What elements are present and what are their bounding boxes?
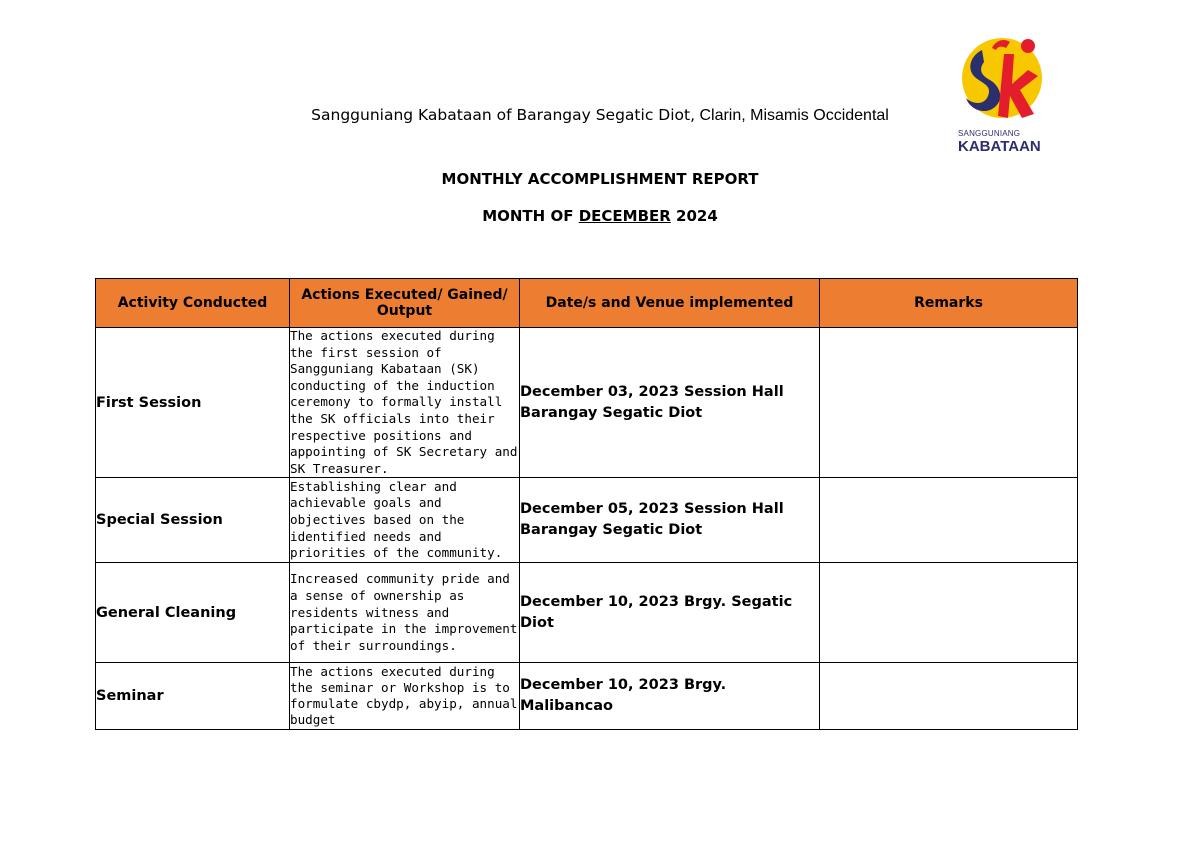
- activity-cell: Special Session: [96, 478, 290, 563]
- table-row: [96, 663, 1078, 730]
- date-venue-cell: December 05, 2023 Session Hall Barangay Segatic Diot: [520, 478, 820, 563]
- actions-cell: Establishing clear and achievable goals and objectives based on the identified needs and priorities of the community.: [290, 478, 520, 563]
- actions-cell: The actions executed during the first session of Sangguniang Kabataan (SK) conducting of the induction ceremony to formally install the SK officials into their respective positions and appointing of SK Secretary and SK Treasurer.: [290, 328, 520, 478]
- activity-cell: Seminar: [96, 663, 290, 730]
- column-header-actions: Actions Executed/ Gained/ Output: [290, 279, 520, 328]
- table-header-row: [96, 279, 1078, 328]
- activity-cell: First Session: [96, 328, 290, 478]
- remarks-cell: [820, 328, 1078, 478]
- logo-text-sangguniang: SANGGUNIANG: [958, 129, 1021, 138]
- table-row: [96, 478, 1078, 563]
- table-row: [96, 563, 1078, 663]
- actions-cell: The actions executed during the seminar or Workshop is to formulate cbydp, abyip, annual budget: [290, 663, 520, 730]
- month-prefix: MONTH OF: [482, 207, 574, 225]
- date-venue-cell: December 10, 2023 Brgy. Malibancao: [520, 663, 820, 730]
- actions-cell: Increased community pride and a sense of ownership as residents witness and participate in the improvement of their surroundings.: [290, 563, 520, 663]
- report-month: [0, 207, 1200, 225]
- column-header-activity: Activity Conducted: [96, 279, 290, 328]
- accomplishment-table: [95, 278, 1078, 730]
- date-venue-cell: December 10, 2023 Brgy. Segatic Diot: [520, 563, 820, 663]
- activity-cell: General Cleaning: [96, 563, 290, 663]
- logo-text-kabataan: KABATAAN: [958, 138, 1041, 155]
- month-name: DECEMBER: [578, 207, 671, 225]
- table-row: [96, 328, 1078, 478]
- organization-name: Sangguniang Kabataan of Barangay Segatic Diot,: [311, 106, 695, 124]
- logo-head: [1021, 39, 1035, 53]
- column-header-remarks: Remarks: [820, 279, 1078, 328]
- column-header-date-venue: Date/s and Venue implemented: [520, 279, 820, 328]
- remarks-cell: [820, 563, 1078, 663]
- organization-location: Clarin, Misamis Occidental: [699, 107, 889, 124]
- date-venue-cell: December 03, 2023 Session Hall Barangay Segatic Diot: [520, 328, 820, 478]
- remarks-cell: [820, 478, 1078, 563]
- report-title: MONTHLY ACCOMPLISHMENT REPORT: [441, 170, 759, 188]
- remarks-cell: [820, 663, 1078, 730]
- month-year: 2024: [676, 207, 718, 225]
